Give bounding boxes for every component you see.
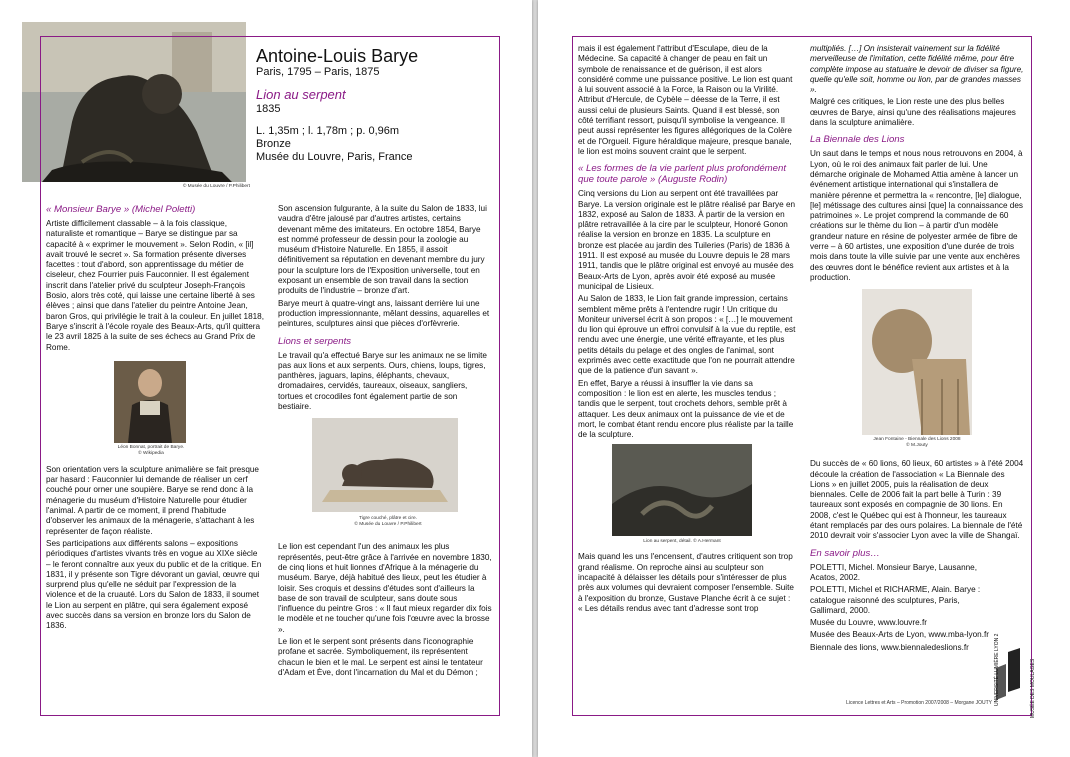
paragraph: Le travail qu'a effectué Barye sur les animaux ne se limite pas aux lions et aux serpents. Ours, chiens, loups, tigres, panthères, jaguars, lapins, éléphants, chevaux, dromadaires, cervidés, taureaux, oiseaux, sangliers, tortues et crocodiles font également partie de son bestiaire. [278,350,487,412]
column-2 [278,204,492,680]
work-year: 1835 [256,103,281,115]
tiger-figure [278,418,492,536]
footer-credit: Licence Lettres et Arts – Promotion 2007/2008 – Morgane JOUTY [846,700,992,706]
photo-credit: © Musée du Louvre / P.Philibert [182,184,250,189]
tiger-sculpture-image [312,418,458,512]
section-heading: En savoir plus… [810,547,880,559]
left-page [0,0,532,757]
detail-caption: Lion au serpent, détail. © A.Hermant [643,539,721,545]
section-heading: « Les formes de la vie parlent plus profondément que toute parole » (Auguste Rodin) [578,163,786,186]
lion-detail-image [612,444,752,536]
reference: POLETTI, Michel. Monsieur Barye, Lausanne, Acatos, 2002. [810,562,978,582]
work-material: Bronze [256,138,291,150]
column-4 [810,44,1024,655]
paragraph: Malgré ces critiques, le Lion reste une des plus belles œuvres de Barye, ainsi qu'une des réalisations majeures dans la sculpture animalière. [810,97,1016,128]
references-list [810,563,990,653]
column-1 [46,204,264,634]
paragraph: Ses participations aux différents salons – expositions périodiques d'artistes vivants très en vogue au XIXe siècle – le feront connaître aux yeux du public et de la critique. En 1831, il y présente son Tigre dévorant un gavial, œuvre qui surprend plus qu'elle ne séduit par l'expression de la violence et de la cruauté. Lors du Salon de 1833, il soumet le Lion au serpent en plâtre, qui sera également exposé avec succès dans sa version en bronze lors du Salon de 1836. [46,538,262,631]
work-dimensions: L. 1,35m ; l. 1,78m ; p. 0,96m [256,125,400,137]
reference: POLETTI, Michel et RICHARME, Alain. Barye : catalogue raisonné des sculptures, Paris, Gallimard, 2000. [810,585,981,615]
artist-life: Paris, 1795 – Paris, 1875 [256,66,380,78]
paragraph: Artiste difficilement classable – à la fois classique, naturaliste et romantique – Barye se distingue par sa capacité à « exprimer le mouvement ». Selon Rodin, « [il] avait trouvé le secret ». Sa formation présente diverses facettes : tout d'abord, son apprentissage du métier de ciseleur, chez Fourrier puis Fauconnier. Il est également inscrit dans l'atelier privé du sculpteur Joseph-François Bosio, alors très coté, qui laisse une certaine liberté à ses élèves ; ainsi que dans l'atelier du peintre Antoine Jean, baron Gros, qui privilégie le trait à la couleur. En juillet 1818, Barye s'inscrit à l'école royale des Beaux-Arts, qu'il quittera le 23 avril 1825 à la suite de ses échecs au Grand Prix de Rome. [46,219,264,352]
wire-lion-figure [810,289,1024,455]
tiger-credit: © Musée du Louvre / P.Philibert [354,522,422,528]
logo-university: UNIVERSITÉ LUMIÈRE LYON 2 [994,633,1000,706]
wire-credit: © M.Jouty [906,443,928,449]
paragraph: Son ascension fulgurante, à la suite du Salon de 1833, lui vaudra d'être jalousé par d'autres artistes, certains devenant même des imitateurs. En octobre 1854, Barye est nommé professeur de dessin pour la zoologie au muséum d'Histoire Naturelle. En 1855, il assoit définitivement sa réputation en devenant membre du jury pour la sculpture lors de l'Exposition universelle, tout en exposant un ensemble de son travail dans la section produits de l'industrie – bronze d'art. [278,204,487,296]
reference: Musée du Louvre, www.louvre.fr [810,618,927,628]
paragraph: Le lion est cependant l'un des animaux les plus représentés, peut-être grâce à l'arrivée en novembre 1830, de cinq lions et huit lionnes d'Afrique à la ménagerie du muséum. Barye, déjà habitué des lieux, peut les étudier à loisir. Ses croquis et dessins d'études sont d'ailleurs la base de son travail de sculpteur, sans doute sous l'influence du peintre Gros : « Il faut mieux regarder dix fois le modèle et ne toucher qu'une fois l'œuvre avec la brosse ». [278,542,492,634]
paragraph: Barye meurt à quatre-vingt ans, laissant derrière lui une production impressionnante, mêlant dessins, aquarelles et peintures, sculptures ainsi que pièces d'orfèvrerie. [278,298,490,329]
title-block [256,46,496,164]
right-page [538,0,1070,757]
reference: Musée des Beaux-Arts de Lyon, www.mba-lyon.fr [810,630,989,640]
work-title: Lion au serpent [256,87,346,102]
work-museum: Musée du Louvre, Paris, France [256,151,413,163]
university-logo [990,633,1056,720]
paragraph: Au Salon de 1833, le Lion fait grande impression, certains semblent même prêts à l'entendre rugir ! Un critique du Moniteur universel écrit à son propos : « […] le mouvement du lion qui éprouve un effroi convulsif à la vue du reptile, est rendu avec une énergie, une vérité effrayante, et les plus petits détails du pelage et des ongles de l'animal, sont exprimés avec cette exactitude que l'on ne pourrait attendre que de la patience d'un savant ». [578,294,796,376]
paragraph: Cinq versions du Lion au serpent ont été travaillées par Barye. La version originale est le plâtre réalisé par Barye en 1832, exposé au Salon de 1833. À partir de la version en plâtre retravaillée à la cire par le sculpteur, Honoré Gonon réalise la version en bronze en 1835. La sculpture en bronze est placée au jardin des Tuileries (Paris) de 1836 à 1911. Il est exposé au musée du Louvre depuis le 28 mars 1911, tandis que le plâtre original est envoyé au musée des Beaux-Arts de Lyon, après avoir été exposé au musée municipal de Lisieux. [578,189,796,291]
paragraph: Mais quand les uns l'encensent, d'autres critiquent son trop grand réalisme. On reproche ainsi au sculpteur son incapacité à délaisser les détails pour s'intéresser de plus près aux volumes qui devraient composer l'ensemble. Suite à l'exposition du bronze, Gustave Planche écrit à ce sujet : « Les détails rendus avec tant d'adresse sont trop [578,552,794,613]
paragraph: multipliés. […] On insisterait vainement sur la fidélité merveilleuse de l'imitation, cette fidélité même, pour être complète impose au statuaire le devoir de diviser sa figure, quelle qu'elle soit, homme ou lion, par de grandes masses ». [810,44,1024,95]
detail-figure [578,444,796,548]
reference: Biennale des lions, www.biennaledeslions.fr [810,642,969,652]
portrait-figure [46,361,264,461]
paragraph: En effet, Barye a réussi à insuffler la vie dans sa composition : le lion est en alerte, les muscles tendus ; tandis que le serpent, tout crochets dehors, semble prêt à attaquer. Les deux animaux ont la puissance de vie et de mort, le combat étant rendu encore plus réaliste par la taille de la sculpture. [578,378,794,440]
wire-lion-image [862,289,972,435]
paragraph: Son orientation vers la sculpture animalière se fait presque par hasard : Fauconnier lui demande de réaliser un cerf couché pour orner une soupière. Barye se rend donc à la ménagerie du muséum d'Histoire Naturelle pour étudier l'animal. A partir de ce moment, il prend l'habitude d'observer les animaux de la ménagerie, s'attachant à les représenter de façon réaliste. [46,464,259,536]
logo-museum: MUSÉE DES MOULAGES [1030,658,1036,718]
paragraph: Un saut dans le temps et nous nous retrouvons en 2004, à Lyon, où le roi des animaux fait parler de lui. Une démarche originale de Mohamed Attia amène à lancer un événement artistique international qui s'installera de manière pérenne et permettra la « rencontre, [le] dialogue, [le] métissage des cultures ainsi [que] la connaissance des patrimoines ». Le projet comprend la commande de 60 créations sur le thème du lion – à partir d'un modèle grandeur nature en résine de polyester armée de fibre de verre – à 60 artistes, une exposition d'une durée de trois mois dans toute la ville suivie par une vente aux enchères des œuvres dont le bénéfice revient aux artistes et à la production. [810,149,1023,282]
wire-caption: Jean Fontaine - Biennale des Lions 2008 [873,437,961,443]
section-heading: « Monsieur Barye » (Michel Poletti) [46,204,196,215]
column-3 [578,44,796,616]
paragraph: mais il est également l'attribut d'Esculape, dieu de la Médecine. Sa capacité à changer de peau en fait un symbole de renaissance et de guérison, il est alors considéré comme une puissance positive. Le lion est quant à lui souvent associé à la Force, la Raison ou la Virilité. Attribut d'Hercule, de Cybèle – déesse de la Terre, il est aussi celui de plusieurs Saints. Quand il est blessé, son côté terrifiant ressort, puisqu'il symbolise la vengeance. Il peut aussi représenter les figures allégoriques de la Colère et de l'Orgueil. Figure héraldique majeure, presque banale, le lion est moins souvent craint que le serpent. [578,44,793,156]
artist-name: Antoine-Louis Barye [256,46,419,66]
section-heading: La Biennale des Lions [810,134,905,146]
section-heading: Lions et serpents [278,335,352,347]
tiger-caption: Tigre couché, plâtre et cire. [359,516,417,522]
paragraph: Le lion et le serpent sont présents dans l'iconographie profane et sacrée. Symboliquement, ils représentent chacun le bien et le mal. Le serpent est ainsi le tentateur d'Adam et Ève, dont l'incarnation du Mal et du Démon ; [278,637,483,677]
paragraph: Du succès de « 60 lions, 60 lieux, 60 artistes » à l'été 2004 découle la création de l'association « La Biennale des Lions » en juillet 2005, puis la réalisation de deux biennales. Celle de 2006 fait la part belle à Turin : 39 taureaux sont exposés en compagnie de 30 lions. En 2008, c'est le Québec qui est à l'honneur, les taureaux étant remplacés par des ours polaires. La biennale de l'été 2010 devrait voir s'associer Lyon avec la ville de Shangaï. [810,459,1024,541]
portrait-caption: Léon Bonnat, portrait de Barye. [117,444,185,450]
portrait-credit: © Wikipedia [138,450,164,456]
barye-portrait-image [114,361,186,443]
